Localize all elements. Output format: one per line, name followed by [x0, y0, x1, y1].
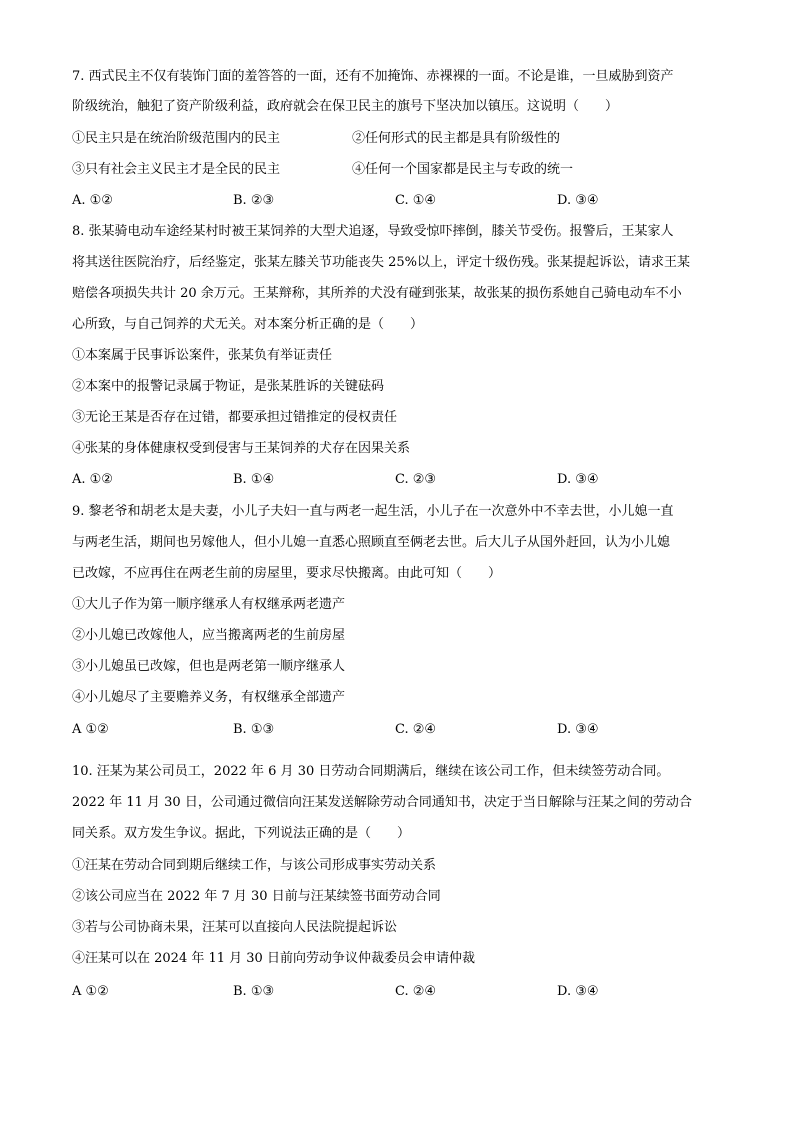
- question-8-option-a: A. ①②: [72, 472, 113, 487]
- question-7-statement-3: ③只有社会主义民主才是全民的民主: [72, 162, 281, 177]
- question-9-stem-line-1: 9. 黎老爷和胡老太是夫妻，小儿子夫妇一直与两老一起生活，小儿子在一次意外中不幸去世，小儿媳一直: [72, 504, 674, 519]
- question-7-option-b: B. ②③: [233, 193, 275, 208]
- question-9-statement-4: ④小儿媳尽了主要赡养义务，有权继承全部遗产: [72, 690, 346, 705]
- question-9-stem-line-2: 与两老生活，期间也另嫁他人，但小儿媳一直悉心照顾直至俩老去世。后大儿子从国外赶回，认为小儿媳: [72, 535, 671, 550]
- question-8-statement-1: ①本案属于民事诉讼案件，张某负有举证责任: [72, 348, 333, 363]
- question-10-option-d: D. ③④: [557, 984, 599, 999]
- question-7-statement-4: ④任何一个国家都是民主与专政的统一: [352, 162, 574, 177]
- question-7-stem-line-2: 阶级统治，触犯了资产阶级利益，政府就会在保卫民主的旗号下坚决加以镇压。这说明（ ）: [72, 99, 619, 114]
- question-8-stem-line-4: 心所致，与自己饲养的犬无关。对本案分析正确的是（ ）: [72, 317, 424, 332]
- question-10-stem-line-2: 2022 年 11 月 30 日，公司通过微信向汪某发送解除劳动合同通知书，决定于当日解除与汪某之间的劳动合: [72, 795, 692, 810]
- question-8-option-b: B. ①④: [233, 472, 275, 487]
- question-10-stem-line-3: 同关系。双方发生争议。据此，下列说法正确的是（ ）: [72, 826, 411, 841]
- question-10-statement-2: ②该公司应当在 2022 年 7 月 30 日前与汪某续签书面劳动合同: [72, 889, 441, 904]
- question-10-stem-line-1: 10. 汪某为某公司员工，2022 年 6 月 30 日劳动合同期满后，继续在该公司工作，但未续签劳动合同。: [72, 764, 670, 779]
- question-10-option-a: A ①②: [72, 984, 109, 999]
- question-10-option-b: B. ①③: [233, 984, 275, 999]
- question-7-statement-1: ①民主只是在统治阶级范围内的民主: [72, 131, 281, 146]
- question-8-statement-4: ④张某的身体健康权受到侵害与王某饲养的犬存在因果关系: [72, 441, 411, 456]
- question-9-statement-3: ③小儿媳虽已改嫁，但也是两老第一顺序继承人: [72, 659, 346, 674]
- question-8-option-d: D. ③④: [557, 472, 599, 487]
- question-9-statement-2: ②小儿媳已改嫁他人，应当搬离两老的生前房屋: [72, 628, 346, 643]
- question-8-statement-3: ③无论王某是否存在过错，都要承担过错推定的侵权责任: [72, 410, 398, 425]
- question-8-statement-2: ②本案中的报警记录属于物证，是张某胜诉的关键砝码: [72, 379, 385, 394]
- question-7-option-c: C. ①④: [395, 193, 437, 208]
- question-7-option-d: D. ③④: [557, 193, 599, 208]
- question-9-statement-1: ①大儿子作为第一顺序继承人有权继承两老遗产: [72, 597, 346, 612]
- question-10-option-c: C. ②④: [395, 984, 437, 999]
- question-9-stem-line-3: 已改嫁，不应再住在两老生前的房屋里，要求尽快搬离。由此可知（ ）: [72, 566, 502, 581]
- question-8-stem-line-2: 将其送往医院治疗，后经鉴定，张某左膝关节功能丧失 25%以上，评定十级伤残。张某提起诉讼，请求王某: [72, 255, 691, 270]
- question-9-option-b: B. ①③: [233, 722, 275, 737]
- question-9-option-c: C. ②④: [395, 722, 437, 737]
- question-10-statement-3: ③若与公司协商未果，汪某可以直接向人民法院提起诉讼: [72, 920, 398, 935]
- question-8-option-c: C. ②③: [395, 472, 437, 487]
- question-8-stem-line-1: 8. 张某骑电动车途经某村时被王某饲养的大型犬追逐，导致受惊吓摔倒，膝关节受伤。报警后，王某家人: [72, 224, 674, 239]
- question-10-statement-4: ④汪某可以在 2024 年 11 月 30 日前向劳动争议仲裁委员会申请仲裁: [72, 951, 475, 966]
- question-7-stem-line-1: 7. 西式民主不仅有装饰门面的羞答答的一面，还有不加掩饰、赤裸裸的一面。不论是谁，一旦威胁到资产: [72, 69, 674, 84]
- question-10-statement-1: ①汪某在劳动合同到期后继续工作，与该公司形成事实劳动关系: [72, 858, 437, 873]
- question-7-option-a: A. ①②: [72, 193, 113, 208]
- question-7-statement-2: ②任何形式的民主都是具有阶级性的: [352, 131, 561, 146]
- question-8-stem-line-3: 赔偿各项损失共计 20 余万元。王某辩称，其所养的犬没有碰到张某，故张某的损伤系她自己骑电动车不小: [72, 286, 682, 301]
- question-9-option-d: D. ③④: [557, 722, 599, 737]
- question-9-option-a: A ①②: [72, 722, 109, 737]
